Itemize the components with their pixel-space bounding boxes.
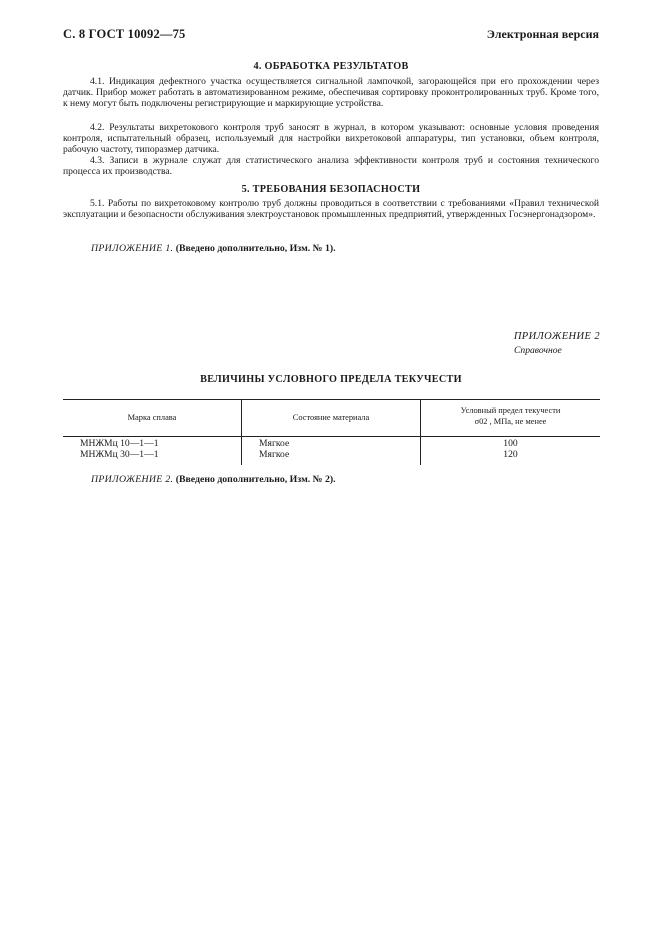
appendix-2-kind: Справочное [514, 345, 562, 356]
section-5-title: 5. ТРЕБОВАНИЯ БЕЗОПАСНОСТИ [241, 184, 421, 195]
table-cell-state: Мягкое [259, 438, 290, 449]
table-column-divider [241, 399, 242, 465]
table-header-rule [63, 436, 600, 437]
paragraph-4-2: 4.2. Результаты вихретокового контроля труб заносят в журнал, в котором указывают: основные условия проведения контроля, испытательный образец, используемый для настройки вихретоковой аппаратуры, тип установки, объем контроля, рабочую частоту, типоразмер датчика. [63, 122, 599, 155]
column-header-yield-line1: Условный предел текучести [460, 406, 561, 415]
page-reference: С. 8 ГОСТ 10092—75 [63, 27, 186, 41]
paragraph-5-1: 5.1. Работы по вихретоковому контролю труб должны проводиться в соответствии с требованиями «Правил технической эксплуатации и безопасности обслуживания электроустановок промышленных предприятий, утвержденных Госэнергонадзором». [63, 198, 599, 220]
yield-strength-table [63, 399, 600, 465]
column-header-alloy: Марка сплава [127, 413, 177, 422]
table-cell-value: 100 [503, 438, 518, 449]
appendix-2-note-label: ПРИЛОЖЕНИЕ 2. [91, 474, 174, 485]
section-4-title: 4. ОБРАБОТКА РЕЗУЛЬТАТОВ [253, 61, 409, 72]
table-cell-state: Мягкое [259, 449, 290, 460]
table-cell-value: 120 [503, 449, 518, 460]
column-header-state: Состояние материала [292, 413, 370, 422]
appendix-1-label: ПРИЛОЖЕНИЕ 1. [91, 243, 174, 254]
paragraph-4-1: 4.1. Индикация дефектного участка осуществляется сигнальной лампочкой, загорающейся при его прохождении через датчик. Прибор может работать в автоматизированном режиме, обеспечивая сортировку проконтролированных труб. Кроме того, к нему могут быть подключены регистрирующие и маркирующие устройства. [63, 76, 599, 109]
column-header-yield [421, 406, 600, 427]
appendix-2-title: ВЕЛИЧИНЫ УСЛОВНОГО ПРЕДЕЛА ТЕКУЧЕСТИ [200, 374, 462, 385]
appendix-1-note [91, 243, 336, 254]
table-cell-alloy: МНЖМц 10—1—1 [80, 438, 159, 449]
appendix-2-label: ПРИЛОЖЕНИЕ 2 [513, 331, 600, 342]
appendix-2-note [91, 474, 336, 485]
appendix-1-text: (Введено дополнительно, Изм. № 1). [175, 243, 336, 254]
table-top-rule [63, 399, 600, 400]
table-cell-alloy: МНЖМц 30—1—1 [80, 449, 159, 460]
edition-label: Электронная версия [486, 27, 599, 41]
column-header-yield-line2: σ02 , МПа, не менее [474, 416, 547, 426]
paragraph-4-3: 4.3. Записи в журнале служат для статистического анализа эффективности контроля труб и состояния технического процесса их производства. [63, 155, 599, 177]
appendix-2-note-text: (Введено дополнительно, Изм. № 2). [175, 474, 336, 485]
